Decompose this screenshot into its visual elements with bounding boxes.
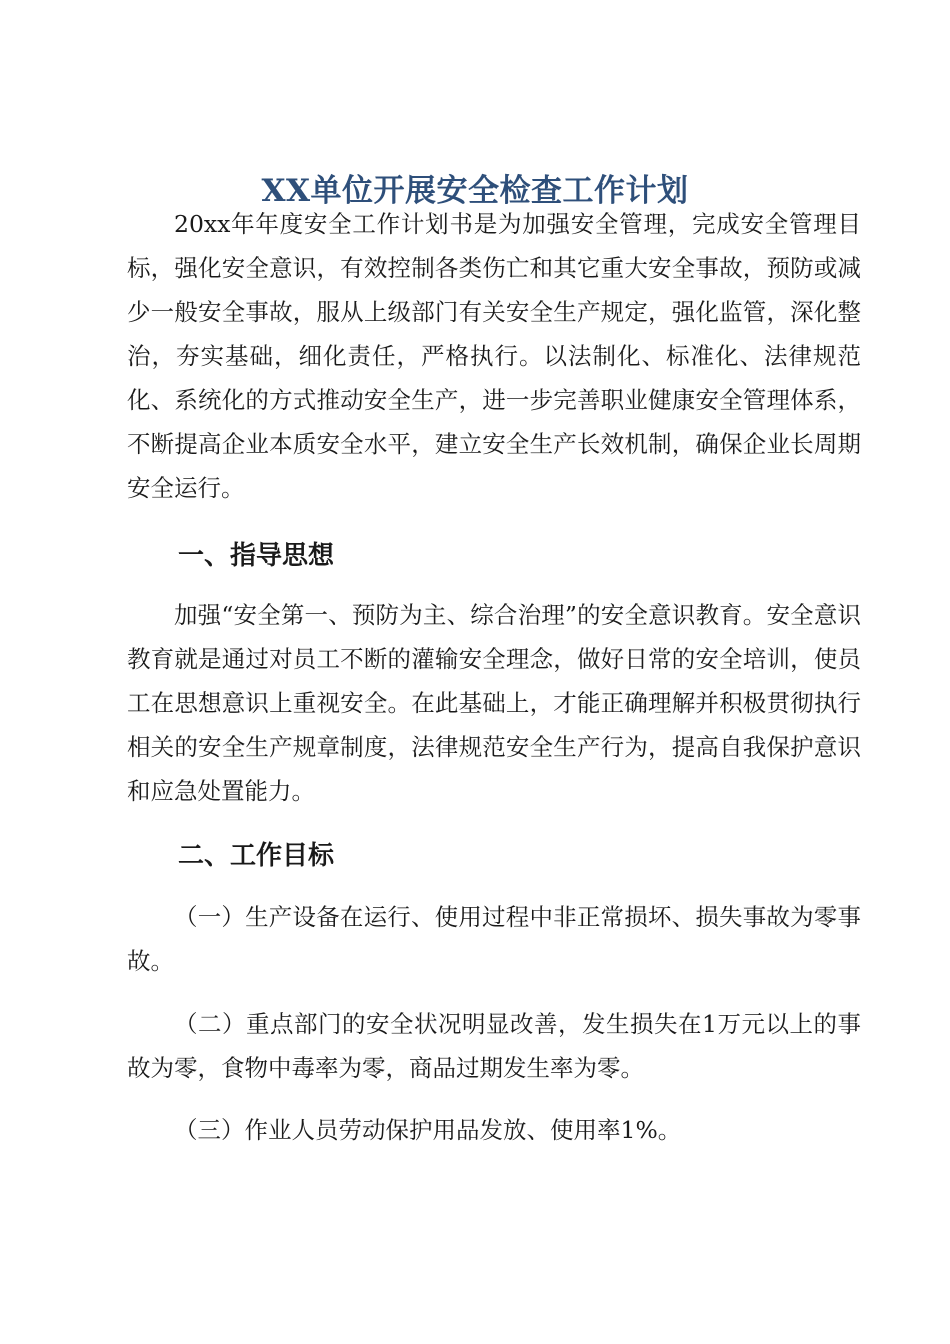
work-goal-item-2: （二）重点部门的安全状况明显改善，发生损失在1万元以上的事故为零，食物中毒率为零，商品过期发生率为零。 (127, 1010, 861, 1082)
document-title: XX单位开展安全检查工作计划 (261, 172, 689, 209)
guiding-ideology-paragraph: 加强“安全第一、预防为主、综合治理”的安全意识教育。安全意识教育就是通过对员工不断的灌输安全理念，做好日常的安全培训，使员工在思想意识上重视安全。在此基础上，才能正确理解并积极贯彻执行相关的安全生产规章制度，法律规范安全生产行为，提高自我保护意识和应急处置能力。 (127, 601, 861, 805)
work-goal-item-1: （一）生产设备在运行、使用过程中非正常损坏、损失事故为零事故。 (127, 903, 861, 975)
intro-paragraph: 20xx年年度安全工作计划书是为加强安全管理，完成安全管理目标，强化安全意识，有效控制各类伤亡和其它重大安全事故，预防或减少一般安全事故，服从上级部门有关安全生产规定，强化监管，深化整治，夯实基础，细化责任，严格执行。以法制化、标准化、法律规范化、系统化的方式推动安全生产，进一步完善职业健康安全管理体系，不断提高企业本质安全水平，建立安全生产长效机制，确保企业长周期安全运行。 (127, 210, 861, 502)
section-heading-guiding-ideology: 一、指导思想 (178, 541, 335, 571)
section-heading-work-goals: 二、工作目标 (178, 841, 335, 871)
work-goal-item-3: （三）作业人员劳动保护用品发放、使用率1%。 (174, 1116, 682, 1144)
